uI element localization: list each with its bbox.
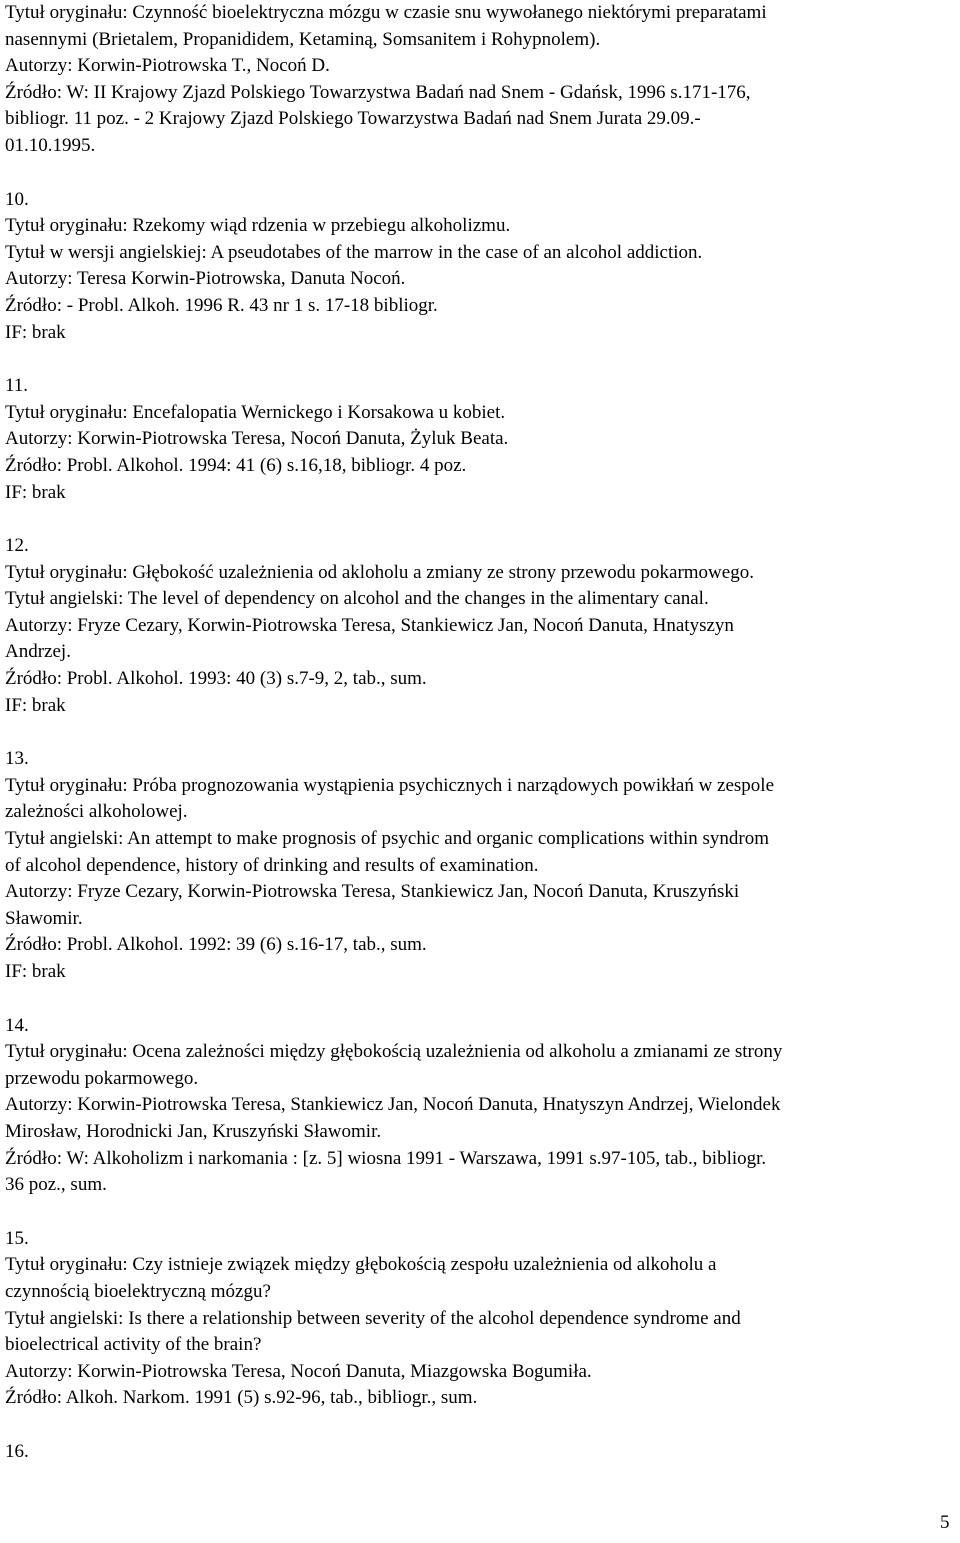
text-line: nasennymi (Brietalem, Propanididem, Ketaminą, Somsanitem i Rohypnolem). [5,28,601,50]
entry-number: 12. [5,535,29,557]
entry-authors: Autorzy: Korwin-Piotrowska Teresa, Nocoń Danuta, Żyluk Beata. [5,428,509,450]
text-line: bibliogr. 11 poz. - 2 Krajowy Zjazd Polskiego Towarzystwa Badań nad Snem Jurata 29.09.- [5,108,701,130]
entry-title-continued: czynnością bioelektryczną mózgu? [5,1280,271,1302]
entry-english-title-continued: of alcohol dependence, history of drinking and results of examination. [5,854,539,876]
entry-english-title-continued: bioelectrical activity of the brain? [5,1334,262,1356]
entry-impact-factor: IF: brak [5,961,66,982]
entry-impact-factor: IF: brak [5,321,66,343]
entry-number: 13. [5,748,29,770]
bibliography-entry [5,533,953,719]
entry-source: Źródło: Alkoh. Narkom. 1991 (5) s.92-96, tab., bibliogr., sum. [5,1387,478,1409]
entry-english-title: Tytuł angielski: The level of dependency on alcohol and the changes in the alimentary canal. [5,588,709,610]
bibliography-entry [5,746,953,985]
entry-authors-continued: Sławomir. [5,907,83,929]
entry-title-continued: przewodu pokarmowego. [5,1067,199,1089]
entry-english-title: Tytuł angielski: An attempt to make prognosis of psychic and organic complications within syndrom [5,828,770,850]
bibliography-entry [5,187,953,347]
entry-source-continued: 36 poz., sum. [5,1174,107,1196]
entry-source: Źródło: Probl. Alkohol. 1993: 40 (3) s.7-9, 2, tab., sum. [5,668,427,690]
entry-spacer [5,986,953,1013]
entry-title: Tytuł oryginału: Ocena zależności między głębokością uzależnienia od alkoholu a zmianami ze strony [5,1041,783,1063]
entry-spacer [5,506,953,533]
entry-impact-factor: IF: brak [5,694,66,716]
bibliography-entry [5,373,953,506]
entry-authors: Autorzy: Fryze Cezary, Korwin-Piotrowska Teresa, Stankiewicz Jan, Nocoń Danuta, Kruszyński [5,881,740,903]
text-line: Źródło: W: II Krajowy Zjazd Polskiego Towarzystwa Badań nad Snem - Gdańsk, 1996 s.171-176, [5,81,751,103]
entry-title: Tytuł oryginału: Czy istnieje związek między głębokością zespołu uzależnienia od alkoholu a [5,1254,717,1276]
entry-authors-continued: Mirosław, Horodnicki Jan, Kruszyński Sławomir. [5,1120,382,1142]
bibliography-entry [5,1013,953,1199]
entry-title-continued: zależności alkoholowej. [5,801,188,823]
entry-number: 16. [5,1440,29,1462]
entry-spacer [5,1199,953,1226]
entry-authors: Autorzy: Korwin-Piotrowska Teresa, Nocoń Danuta, Miazgowska Bogumiła. [5,1360,592,1382]
entry-authors: Autorzy: Fryze Cezary, Korwin-Piotrowska Teresa, Stankiewicz Jan, Nocoń Danuta, Hnatyszyn [5,614,734,636]
entry-source: Źródło: Probl. Alkohol. 1994: 41 (6) s.16,18, bibliogr. 4 poz. [5,454,467,476]
entry-source: Źródło: Probl. Alkohol. 1992: 39 (6) s.16-17, tab., sum. [5,934,427,956]
text-line: Tytuł oryginału: Czynność bioelektryczna mózgu w czasie snu wywołanego niektórymi preparatami [5,2,767,23]
entry-number: 11. [5,375,29,397]
entry-spacer [5,719,953,746]
entry-source: Źródło: W: Alkoholizm i narkomania : [z. 5] wiosna 1991 - Warszawa, 1991 s.97-105, tab., bibliogr. [5,1147,767,1169]
entry-number: 15. [5,1227,29,1249]
entry-english-title: Tytuł w wersji angielskiej: A pseudotabes of the marrow in the case of an alcohol addiction. [5,241,703,263]
entry-title: Tytuł oryginału: Próba prognozowania wystąpienia psychicznych i narządowych powikłań w zespole [5,774,775,796]
entry-spacer [5,346,953,373]
entry-number: 14. [5,1014,29,1036]
entry-title: Tytuł oryginału: Encefalopatia Wernickego i Korsakowa u kobiet. [5,401,506,423]
entry-source: Źródło: - Probl. Alkoh. 1996 R. 43 nr 1 s. 17-18 bibliogr. [5,294,438,316]
page-number: 5 [940,1512,950,1533]
entry-authors: Autorzy: Teresa Korwin-Piotrowska, Danuta Nocoń. [5,268,406,290]
entry-spacer [5,1412,953,1439]
bibliography-entry [5,1226,953,1412]
text-line: Autorzy: Korwin-Piotrowska T., Nocoń D. [5,55,330,77]
document-page [5,0,953,1466]
entry-spacer [5,160,953,187]
entry-number: 10. [5,188,29,210]
entry-title: Tytuł oryginału: Rzekomy wiąd rdzenia w przebiegu alkoholizmu. [5,215,511,237]
entry-english-title: Tytuł angielski: Is there a relationship between severity of the alcohol dependence syndrome and [5,1307,741,1329]
intro-entry [5,0,953,160]
text-line: 01.10.1995. [5,134,96,156]
entry-authors-continued: Andrzej. [5,641,71,663]
entry-impact-factor: IF: brak [5,481,66,503]
bibliography-entry [5,1439,953,1466]
entry-authors: Autorzy: Korwin-Piotrowska Teresa, Stankiewicz Jan, Nocoń Danuta, Hnatyszyn Andrzej, Wielondek [5,1094,781,1116]
entry-title: Tytuł oryginału: Głębokość uzależnienia od akloholu a zmiany ze strony przewodu pokarmowego. [5,561,754,583]
